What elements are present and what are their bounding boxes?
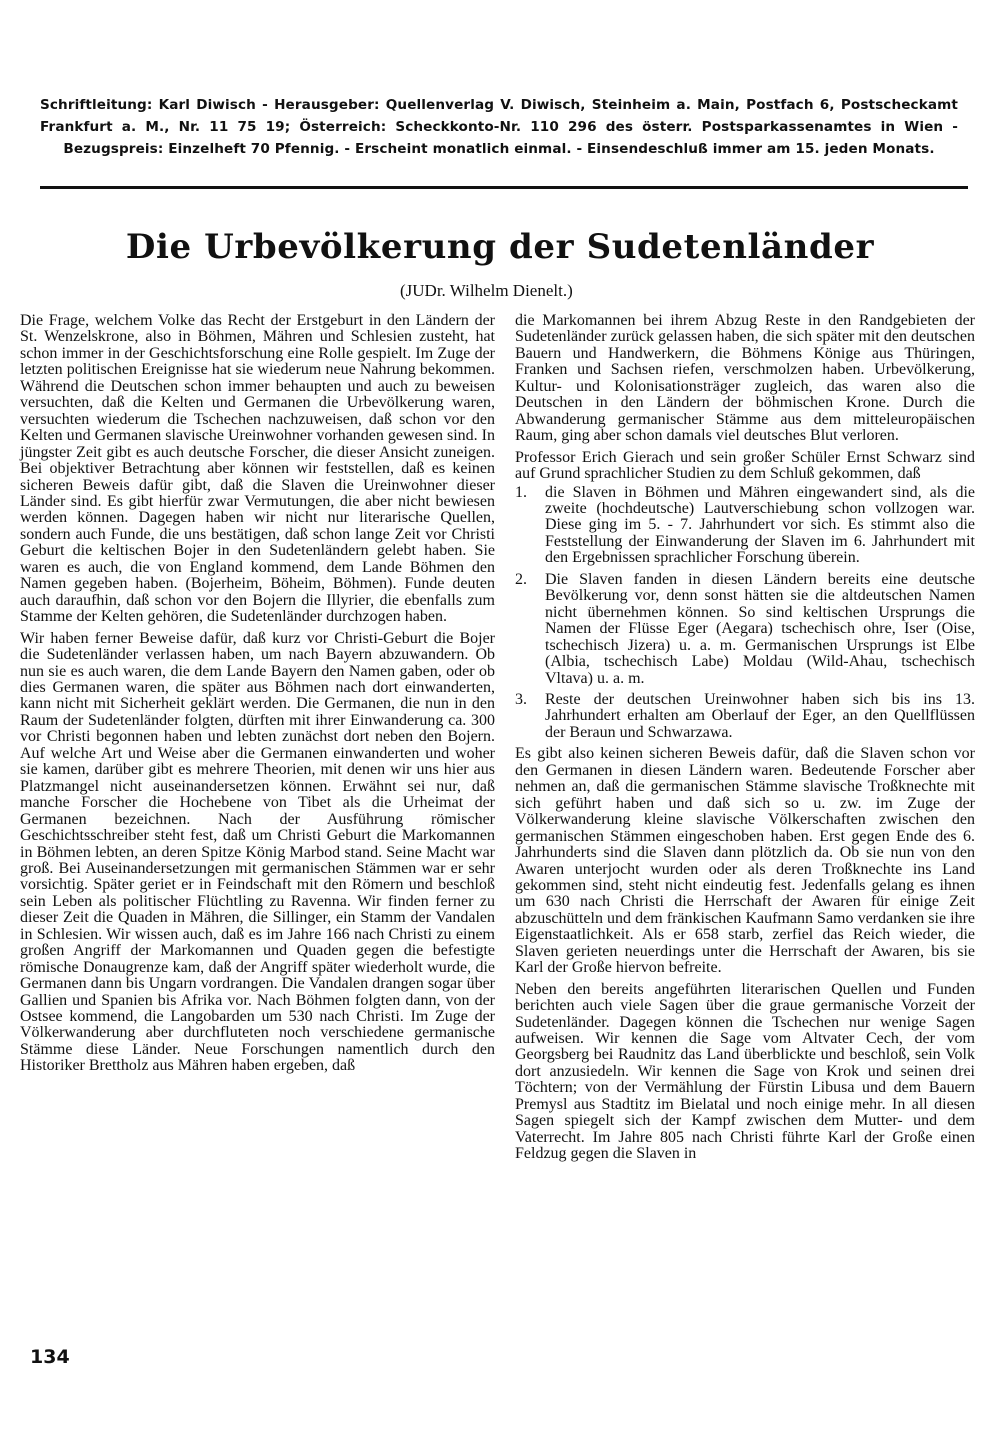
article-column-right [515, 313, 975, 1168]
paragraph: Neben den bereits angeführten literarischen Quellen und Funden berichten auch viele Sagen über die graue germanische Vorzeit der Sudetenländer. Dagegen können die Tschechen nur wenige Sagen aufweisen. Wir kennen die Sage vom Altvater Cech, der vom Georgsberg bei Raudnitz das Land überblickte und beschloß, sein Volk dort anzusiedeln. Wir kennen die Sage von Krok und seinen drei Töchtern; von der Vermählung der Fürstin Libusa und dem Bauern Premysl aus Stadtitz im Bielatal und noch einige mehr. In all diesen Sagen spiegelt sich der Kampf zwischen dem Mutter- und dem Vaterrecht. Im Jahre 805 nach Christi führte Karl der Große einen Feldzug gegen die Slaven in [515, 980, 975, 1163]
article-column-left [20, 313, 495, 1080]
list-item-text: Reste der deutschen Ureinwohner haben sich bis ins 13. Jahrhundert erhalten am Oberlauf der Eger, an den Quellflüssen der Beraun und Schwarzawa. [545, 690, 975, 741]
list-item [515, 692, 975, 741]
paragraph: Die Frage, welchem Volke das Recht der Erstgeburt in den Ländern der St. Wenzelskrone, also in Böhmen, Mähren und Schlesien zusteht, hat schon immer in der Geschichtsforschung eine Rolle gespielt. Im Zuge der letzten politischen Ereignisse hat sie wiederum neue Nahrung bekommen. Während die Deutschen schon immer behaupten und auch zu beweisen versuchten, daß die Kelten und Germanen die Urbevölkerung waren, versuchten wiederum die Tschechen nachzuweisen, daß schon vor den Kelten und Germanen slavische Ureinwohner vorhanden gewesen sind. In jüngster Zeit gibt es auch deutsche Forscher, die dieser Ansicht zuneigen. Bei objektiver Betrachtung aber können wir feststellen, daß es keinen sicheren Beweis dafür gibt, daß die Slaven die Ureinwohner dieser Länder sind. Es gibt hierfür zwar Vermutungen, die aber nicht bewiesen werden können. Dagegen haben wir nicht nur literarische Quellen, sondern auch Funde, die uns bestätigen, daß schon lange Zeit vor Christi Geburt die keltischen Bojer in den Sudetenländern gelebt haben. Sie waren es auch, die von England kommend, dem Lande Böhmen den Namen gegeben haben. (Bojerheim, Böheim, Böhmen). Funde deuten auch daraufhin, daß schon vor den Bojern die Illyrier, die ebenfalls zum Stamme der Kelten gehören, die Sudetenländer durchzogen haben. [20, 312, 495, 626]
article-title: Die Urbevölkerung der Sudetenländer [125, 227, 875, 267]
page-number: 134 [30, 1346, 70, 1368]
findings-list [515, 485, 975, 742]
masthead-imprint: Schriftleitung: Karl Diwisch - Herausgeber: Quellenverlag V. Diwisch, Steinheim a. Main, Postfach 6, Postscheckamt Frankfurt a. M., Nr. 11 75 19; Österreich: Scheckkonto-Nr. 110 296 des österr. Postsparkassenamtes in Wien - Bezugspreis: Einzelheft 70 Pfennig. - Erscheint monatlich einmal. - Einsendeschluß immer am 15. jeden Monats. [40, 97, 958, 157]
article-author: (JUDr. Wilhelm Dienelt.) [400, 281, 573, 300]
list-item-number: 2. [515, 570, 527, 588]
paragraph: Es gibt also keinen sicheren Beweis dafür, daß die Slaven schon vor den Germanen in diesen Ländern waren. Bedeutende Forscher aber nehmen an, daß die germanischen Stämme slavische Troßknechte mit sich geführt haben und daß sich so u. zw. im Zuge der Völkerwanderung kleine slavische Völkerschaften zwischen den germanischen Stämmen eingeschoben haben. Erst gegen Ende des 6. Jahrhunderts sind die Slaven dann plötzlich da. Ob sie nun von den Awaren unterjocht wurden oder als deren Troßknechte ins Land gekommen sind, steht nicht eindeutig fest. Jedenfalls gelang es ihnen um 630 nach Christi die Herrschaft der Awaren für einige Zeit abzuschütteln und dem fränkischen Kaufmann Samo verdanken sie ihre Eigenstaatlichkeit. Als er 658 starb, zerfiel das Reich wieder, die Slaven gerieten neuerdings unter die Herrschaft der Awaren, bis sie Karl der Große hiervon befreite. [515, 745, 975, 977]
list-item [515, 485, 975, 567]
list-item-number: 1. [515, 483, 527, 501]
list-item-number: 3. [515, 690, 527, 708]
header-divider [40, 186, 968, 189]
list-item-text: Die Slaven fanden in diesen Ländern bereits eine deutsche Bevölkerung vor, denn sonst hätten sie die altdeutschen Namen nicht übernehmen können. So sind keltischen Ursprungs die Namen der Flüsse Eger (Aegara) tschechisch ohre, Iser (Oise, tschechisch Jizera) u. a. m. Germanischen Ursprungs ist Elbe (Albia, tschechisch Labe) Moldau (Wild-Ahau, tschechisch Vltava) u. a. m. [545, 570, 975, 687]
list-item-text: die Slaven in Böhmen und Mähren eingewandert sind, als die zweite (hochdeutsche) Lautverschiebung schon vollzogen war. Diese ging im 5. - 7. Jahrhundert vor sich. Es stimmt also die Feststellung der Einwanderung der Slaven im 6. Jahrhundert mit den Ergebnissen sprachlicher Forschung überein. [545, 483, 975, 567]
paragraph: Professor Erich Gierach und sein großer Schüler Ernst Schwarz sind auf Grund sprachlicher Studien zu dem Schluß gekommen, daß [515, 448, 975, 483]
paragraph: die Markomannen bei ihrem Abzug Reste in den Randgebieten der Sudetenländer zurück gelassen haben, die sich später mit den deutschen Bauern und Handwerkern, die Böhmens Könige aus Thüringen, Franken und Sachsen riefen, verschmolzen haben. Urbevölkerung, Kultur- und Kolonisationsträger zugleich, das waren also die Deutschen in den Ländern der böhmischen Krone. Durch die Abwanderung germanischer Stämme aus dem mitteleuropäischen Raum, ging aber schon damals viel deutsches Blut verloren. [515, 312, 975, 445]
list-item [515, 572, 975, 687]
paragraph: Wir haben ferner Beweise dafür, daß kurz vor Christi-Geburt die Bojer die Sudetenländer verlassen haben, um nach Bayern abzuwandern. Ob nun sie es auch waren, die dem Lande Bayern den Namen gaben, oder ob dies Germanen waren, die später aus Böhmen nach dort einwanderten, kann nicht mit Sicherheit geklärt werden. Die Germanen, die nun in den Raum der Sudetenländer folgten, dürften mit ihrer Einwanderung ca. 300 vor Christi begonnen haben und lebten zunächst dort neben den Bojern. Auf welche Art und Weise aber die Germanen einwanderten und woher sie kamen, darüber gibt es mehrere Theorien, mit denen wir uns hier aus Platzmangel nicht auseinandersetzen können. Erwähnt sei nur, daß manche Forscher die Hochebene von Tibet als die Urheimat der Germanen bezeichnen. Nach der Ausführung römischer Geschichtsschreiber steht fest, daß um Christi Geburt die Markomannen in Böhmen lebten, an deren Spitze König Marbod stand. Seine Macht war groß. Bei Auseinandersetzungen mit germanischen Stämmen war er sehr vorsichtig. Später geriet er in Feindschaft mit den Römern und beschloß sein Leben als politischer Flüchtling zu Ravenna. Wir finden ferner zu dieser Zeit die Quaden in Mähren, die Sillinger, ein Stamm der Vandalen in Schlesien. Wir wissen auch, daß es im Jahre 166 nach Christi zu einem großen Angriff der Markomannen und Quaden gegen die befestigte römische Donaugrenze kam, daß der Angriff später wiederholt wurde, die Germanen dann bis Ungarn vordrangen. Die Vandalen drangen sogar über Gallien und Spanien bis Afrika vor. Nach Böhmen folgten dann, von der Ostsee kommend, die Langobarden um 530 nach Christi. Im Zuge der Völkerwanderung aber durchfluteten noch verschiedene germanische Stämme diese Länder. Neue Forschungen namentlich durch den Historiker Brettholz aus Mähren haben ergeben, daß [20, 629, 495, 1075]
